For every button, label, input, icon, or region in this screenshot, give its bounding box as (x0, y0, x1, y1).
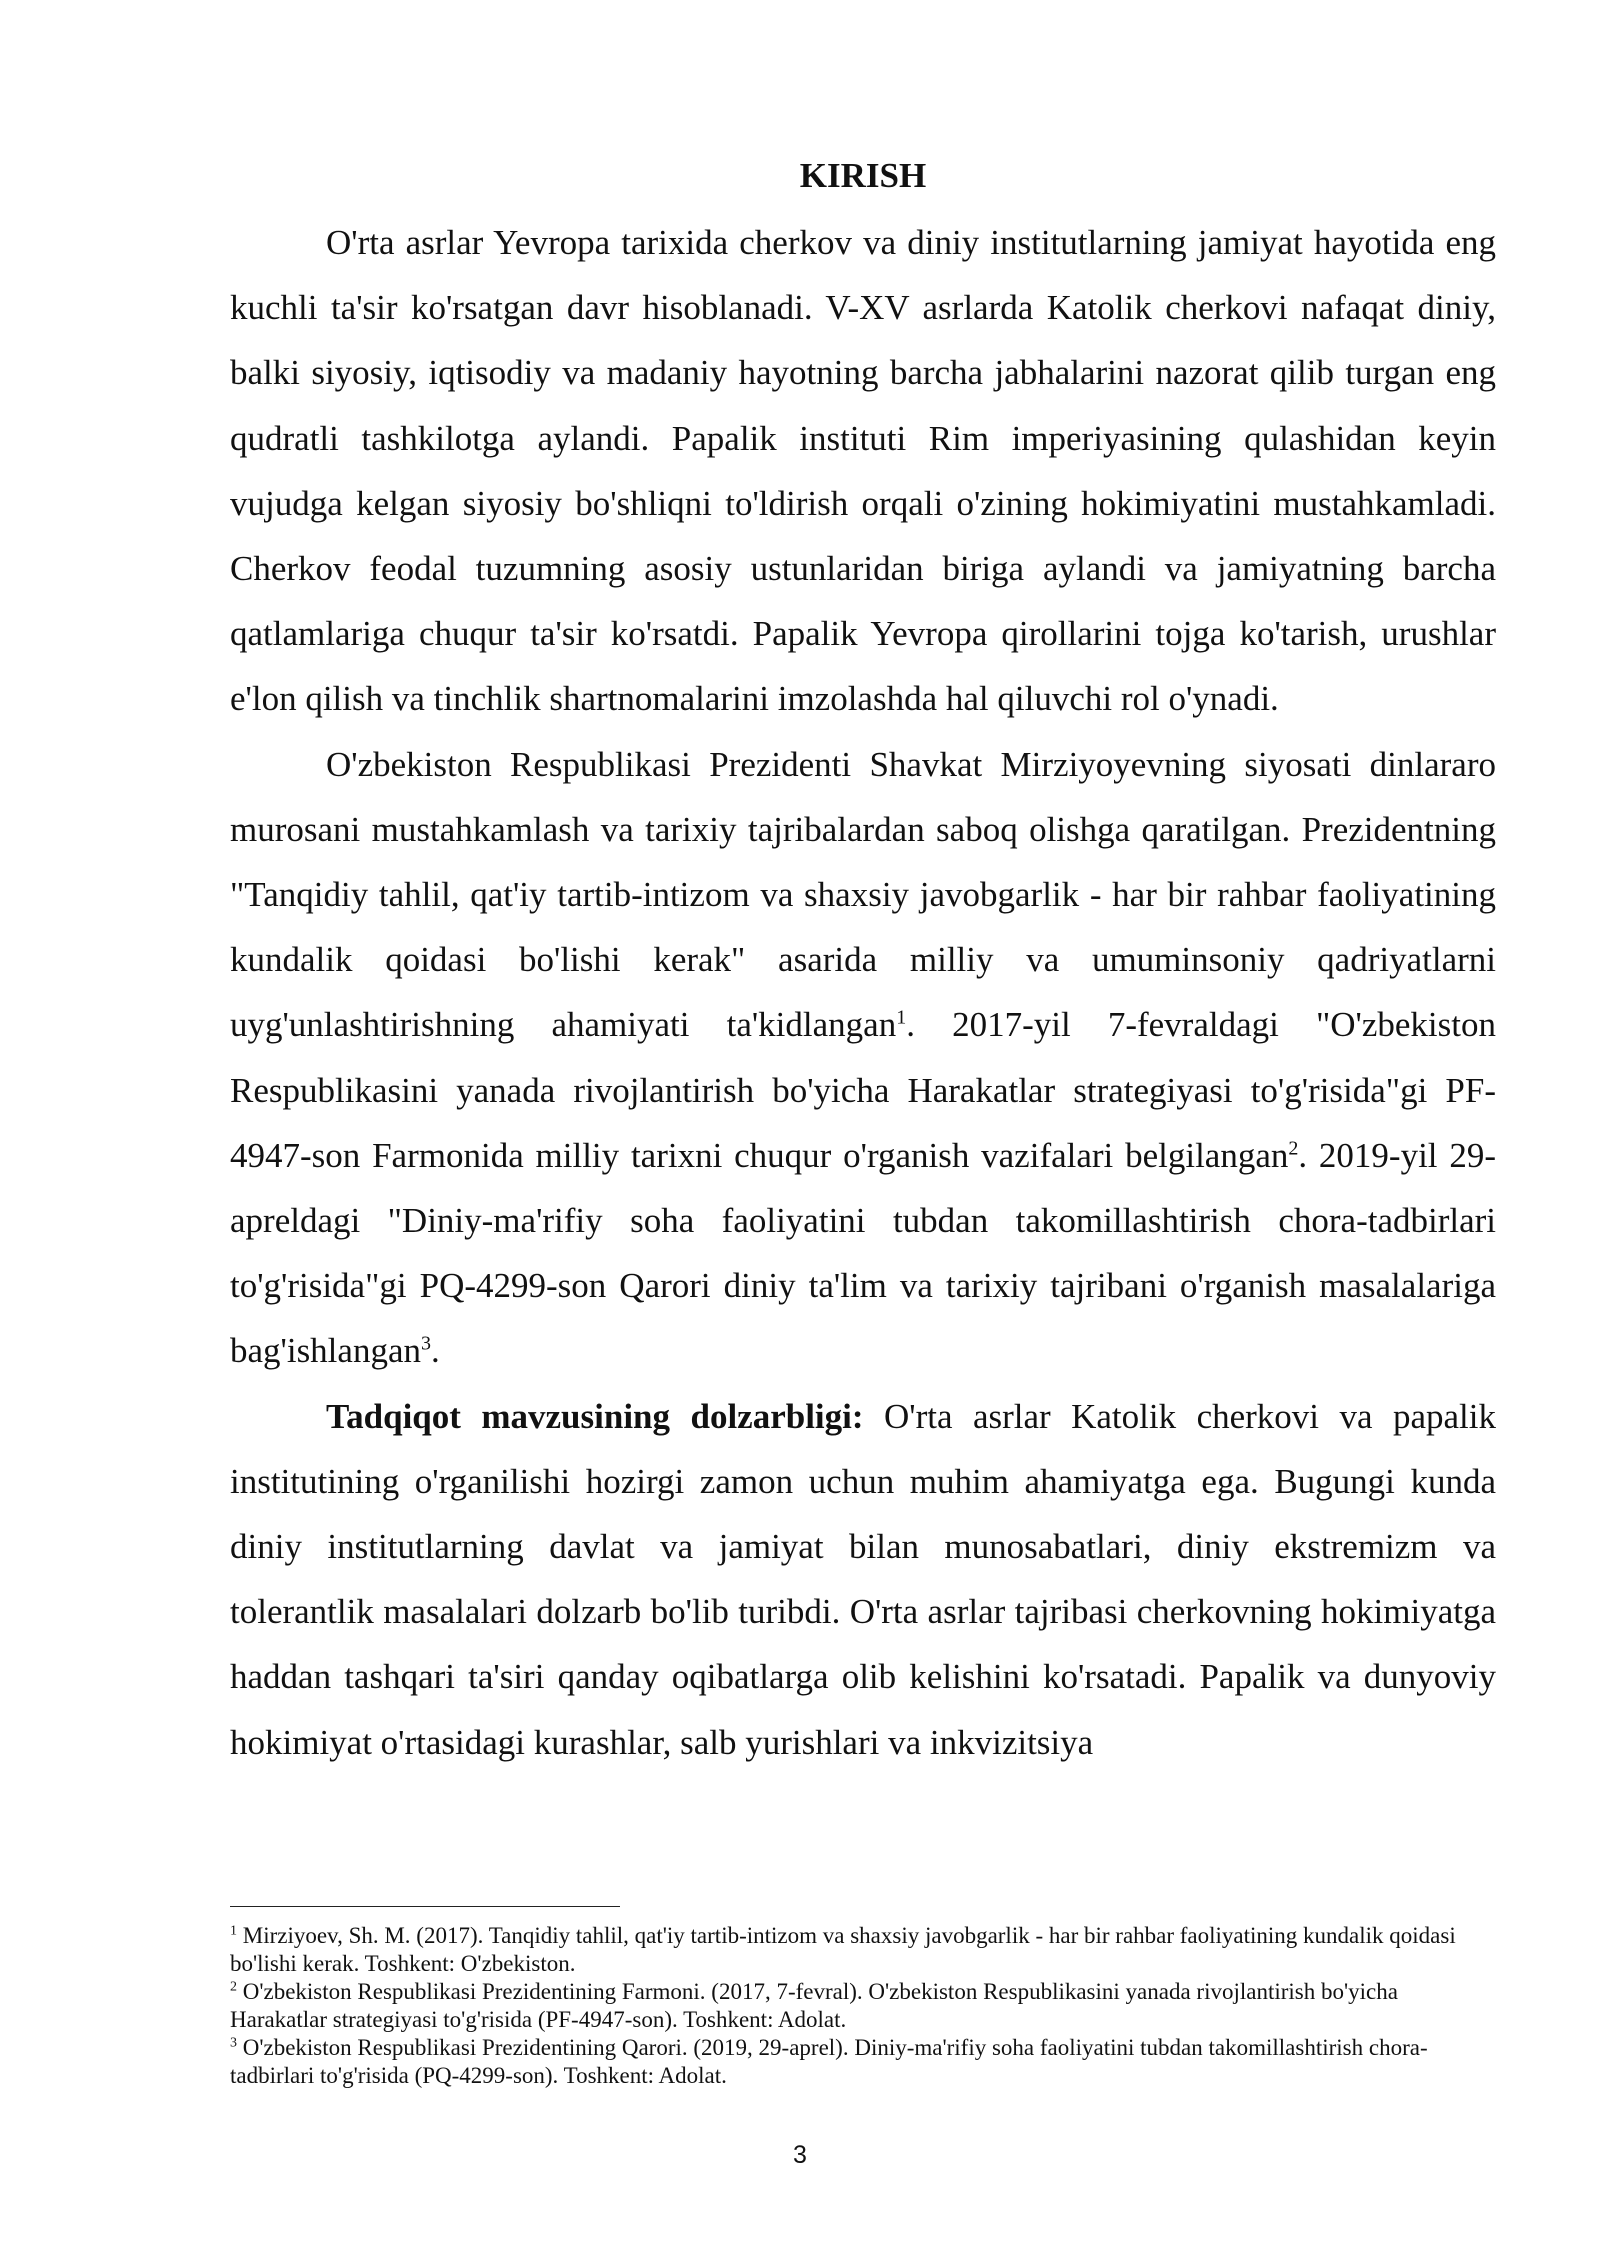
footnote-1 (230, 1922, 1496, 1978)
footnote-separator (230, 1906, 620, 1907)
footnotes-section (230, 1922, 1496, 2090)
footnote-text-1: Mirziyoev, Sh. M. (2017). Tanqidiy tahlil, qat'iy tartib-intizom va shaxsiy javobgarlik - har bir rahbar faoliyatining kundalik qoidasi bo'lishi kerak. Toshkent: O'zbekiston. (230, 1923, 1456, 1976)
footnote-2 (230, 1978, 1496, 2034)
footnote-ref-3[interactable]: 3 (420, 1332, 431, 1355)
footnote-marker-3: 3 (230, 2035, 237, 2051)
page-body (230, 150, 1496, 1775)
footnote-marker-1: 1 (230, 1923, 237, 1939)
footnote-3 (230, 2034, 1496, 2090)
page-number: 3 (793, 2141, 807, 2169)
relevance-lead: Tadqiqot mavzusining dolzarbligi: (326, 1396, 864, 1436)
intro-paragraph: O'rta asrlar Yevropa tarixida cherkov va diniy institutlarning jamiyat hayotida eng kuchli ta'sir ko'rsatgan davr hisoblanadi. V-XV asrlarda Katolik cherkovi nafaqat diniy, balki siyosiy, iqtisodiy va madaniy hayotning barcha jabhalarini nazorat qilib turgan eng qudratli tashkilotga aylandi. Papalik instituti Rim imperiyasining qulashidan keyin vujudga kelgan siyosiy bo'shliqni to'ldirish orqali o'zining hokimiyatini mustahkamladi. Cherkov feodal tuzumning asosiy ustunlaridan biriga aylandi va jamiyatning barcha qatlamlariga chuqur ta'sir ko'rsatdi. Papalik Yevropa qirollarini tojga ko'tarish, urushlar e'lon qilish va tinchlik shartnomalarini imzolashda hal qiluvchi rol o'ynadi. (230, 223, 1496, 719)
footnote-text-2: O'zbekiston Respublikasi Prezidentining Farmoni. (2017, 7-fevral). O'zbekiston Respublikasini yanada rivojlantirish bo'yicha Harakatlar strategiyasi to'g'risida (PF-4947-son). Toshkent: Adolat. (230, 1979, 1398, 2032)
footnote-marker-2: 2 (230, 1979, 237, 1995)
policy-text-part-3: . 2019-yil 29-apreldagi "Diniy-ma'rifiy soha faoliyatini tubdan takomillashtirish chora-tadbirlari to'g'risida"gi PQ-4299-son Qarori diniy ta'lim va tarixiy tajribani o'rganish masalalariga bag'ishlangan (230, 1135, 1496, 1371)
footnote-ref-1[interactable]: 1 (896, 1006, 907, 1029)
footnote-ref-2[interactable]: 2 (1288, 1137, 1299, 1160)
relevance-paragraph (230, 1384, 1496, 1775)
footnote-text-3: O'zbekiston Respublikasi Prezidentining Qarori. (2019, 29-aprel). Diniy-ma'rifiy soha faoliyatini tubdan takomillashtirish chora-tadbirlari to'g'risida (PQ-4299-son). Toshkent: Adolat. (230, 2035, 1428, 2088)
relevance-text: O'rta asrlar Katolik cherkovi va papalik institutining o'rganilishi hozirgi zamon uchun muhim ahamiyatga ega. Bugungi kunda diniy institutlarning davlat va jamiyat bilan munosabatlari, diniy ekstremizm va tolerantlik masalalari dolzarb bo'lib turibdi. O'rta asrlar tajribasi cherkovning hokimiyatga haddan tashqari ta'siri qanday oqibatlarga olib kelishini ko'rsatadi. Papalik va dunyoviy hokimiyat o'rtasidagi kurashlar, salb yurishlari va inkvizitsiya (230, 1396, 1496, 1762)
policy-text-part-4: . (430, 1331, 440, 1371)
policy-paragraph (230, 732, 1496, 1384)
policy-text-part-1: O'zbekiston Respublikasi Prezidenti Shavkat Mirziyoyevning siyosati dinlararo murosani mustahkamlash va tarixiy tajribalardan saboq olishga qaratilgan. Prezidentning "Tanqidiy tahlil, qat'iy tartib-intizom va shaxsiy javobgarlik - har bir rahbar faoliyatining kundalik qoidasi bo'lishi kerak" asarida milliy va umuminsoniy qadriyatlarni uyg'unlashtirishning ahamiyati ta'kidlangan (230, 744, 1496, 1045)
section-heading: KIRISH (799, 156, 927, 195)
policy-text-part-2: . 2017-yil 7-fevraldagi "O'zbekiston Respublikasini yanada rivojlantirish bo'yicha Harakatlar strategiyasi to'g'risida"gi PF-4947-son Farmonida milliy tarixni chuqur o'rganish vazifalari belgilangan (230, 1005, 1496, 1175)
